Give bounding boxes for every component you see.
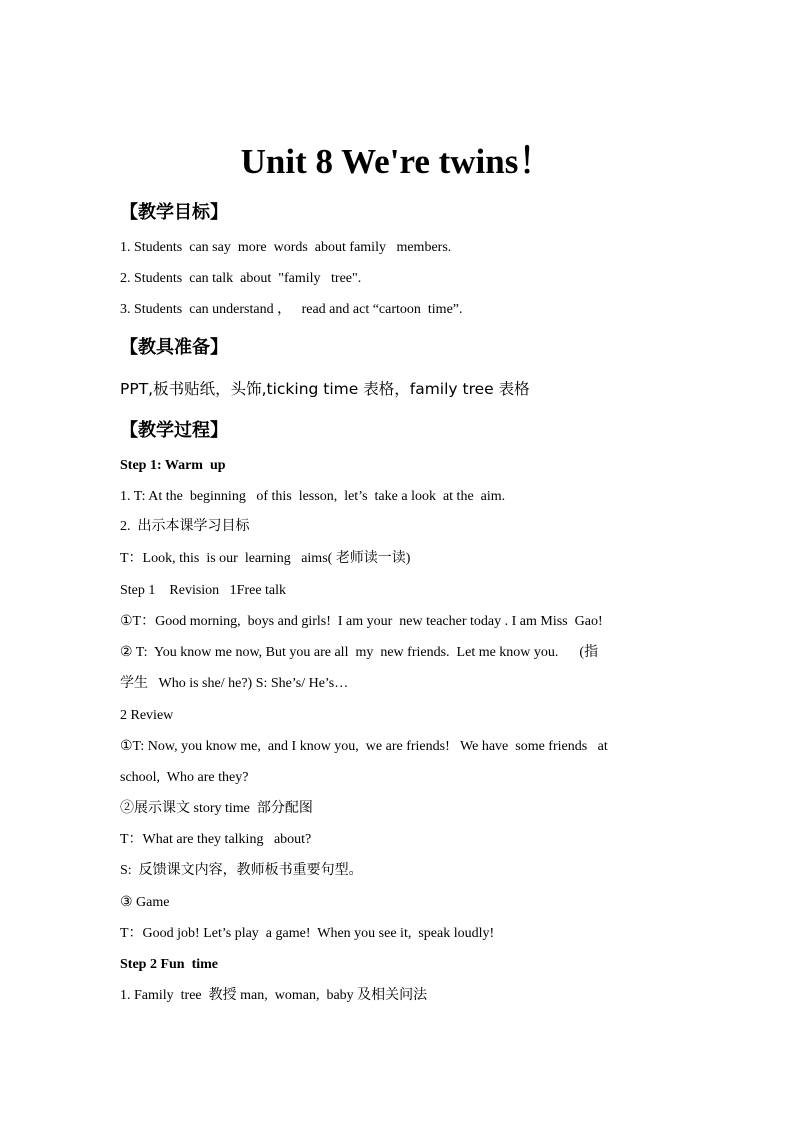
process-line: 1. Family tree 教授 man, woman, baby 及相关问法 bbox=[120, 988, 428, 1003]
process-line: T：Look, this is our learning aims( 老师读一读) bbox=[120, 551, 411, 566]
process-line: T：What are they talking about? bbox=[120, 832, 312, 847]
process-line: Step 1 Revision 1Free talk bbox=[120, 583, 287, 598]
step-heading: Step 1: Warm up bbox=[120, 458, 226, 473]
section-heading-materials: 【教具准备】 bbox=[120, 337, 228, 358]
objective-item: 2. Students can talk about "family tree". bbox=[120, 271, 362, 286]
section-heading-objectives: 【教学目标】 bbox=[120, 202, 228, 223]
process-line: 2 Review bbox=[120, 708, 174, 723]
process-line: ③ Game bbox=[120, 895, 170, 910]
process-line: ①T: Now, you know me, and I know you, we are friends! We have some friends at bbox=[120, 739, 608, 754]
process-line: ①T：Good morning, boys and girls! I am your new teacher today . I am Miss Gao! bbox=[120, 614, 603, 629]
step-heading: Step 2 Fun time bbox=[120, 957, 218, 972]
process-line: school, Who are they? bbox=[120, 770, 249, 785]
section-heading-process: 【教学过程】 bbox=[120, 420, 228, 441]
process-line: T：Good job! Let’s play a game! When you see it, speak loudly! bbox=[120, 926, 495, 941]
process-line: ② T: You know me now, But you are all my new friends. Let me know you. (指 bbox=[120, 645, 599, 660]
process-line: S: 反馈课文内容，教师板书重要句型。 bbox=[120, 863, 363, 878]
materials-text: PPT,板书贴纸，头饰,ticking time 表格，family tree 表格 bbox=[120, 380, 530, 398]
objective-item: 1. Students can say more words about family members. bbox=[120, 240, 452, 255]
process-line: 2. 出示本课学习目标 bbox=[120, 519, 250, 534]
process-line: 1. T: At the beginning of this lesson, let’s take a look at the aim. bbox=[120, 489, 506, 504]
page-title: Unit 8 We're twins！ bbox=[240, 142, 554, 181]
process-line: ②展示课文 story time 部分配图 bbox=[120, 801, 313, 816]
process-line: 学生 Who is she/ he?) S: She’s/ He’s… bbox=[120, 676, 349, 691]
objective-item: 3. Students can understand ， read and act “cartoon time”. bbox=[120, 302, 463, 317]
